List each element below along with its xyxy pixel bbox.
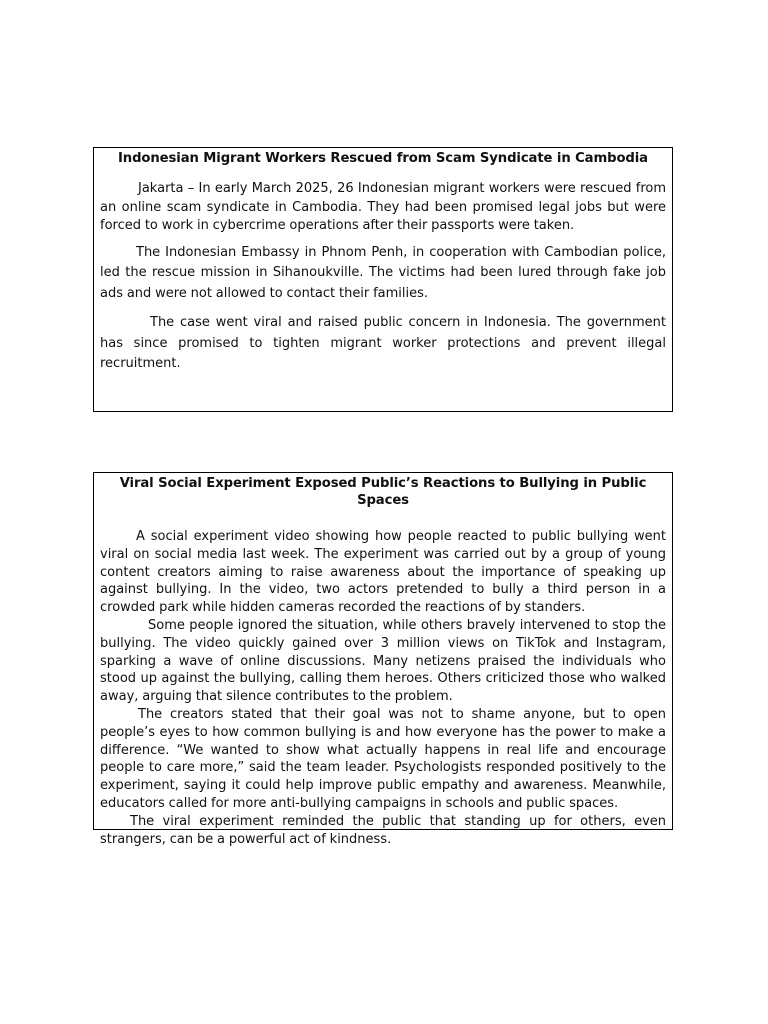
article-title: Indonesian Migrant Workers Rescued from Scam Syndicate in Cambodia bbox=[118, 151, 648, 166]
article-box-migrant-workers bbox=[93, 147, 673, 412]
article-paragraph: Jakarta – In early March 2025, 26 Indonesian migrant workers were rescued from an online scam syndicate in Cambodia. They had been promised legal jobs but were forced to work in cybercrime operations after their passports were taken. bbox=[100, 181, 666, 233]
article-box-social-experiment bbox=[93, 472, 673, 847]
article-paragraph: Some people ignored the situation, while others bravely intervened to stop the bullying. The video quickly gained over 3 million views on TikTok and Instagram, sparking a wave of online discussions. Many netizens praised the individuals who stood up against the bullying, calling them heroes. Others criticized those who walked away, arguing that silence contributes to the problem. bbox=[100, 617, 666, 705]
article-paragraph: A social experiment video showing how people reacted to public bullying went viral on social media last week. The experiment was carried out by a group of young content creators aiming to raise awareness about the importance of speaking up against bullying. In the video, two actors pretended to bully a third person in a crowded park while hidden cameras recorded the reactions of by standers. bbox=[100, 529, 666, 616]
article-paragraph: The creators stated that their goal was not to shame anyone, but to open people’s eyes to how common bullying is and how everyone has the power to make a difference. “We wanted to show what actually happens in real life and encourage people to care more,” said the team leader. Psychologists responded positively to the experiment, saying it could help improve public empathy and awareness. Meanwhile, educators called for more anti-bullying campaigns in schools and public spaces. bbox=[100, 706, 666, 811]
article-paragraph: The Indonesian Embassy in Phnom Penh, in cooperation with Cambodian police, led the rescue mission in Sihanoukville. The victims had been lured through fake job ads and were not allowed to contact their families. bbox=[100, 244, 666, 301]
article-paragraph: The case went viral and raised public concern in Indonesia. The government has since promised to tighten migrant worker protections and prevent illegal recruitment. bbox=[100, 315, 666, 371]
article-paragraph: The viral experiment reminded the public that standing up for others, even strangers, can be a powerful act of kindness. bbox=[100, 813, 666, 847]
article-title: Viral Social Experiment Exposed Public’s Reactions to Bullying in Public Spaces bbox=[119, 476, 647, 508]
